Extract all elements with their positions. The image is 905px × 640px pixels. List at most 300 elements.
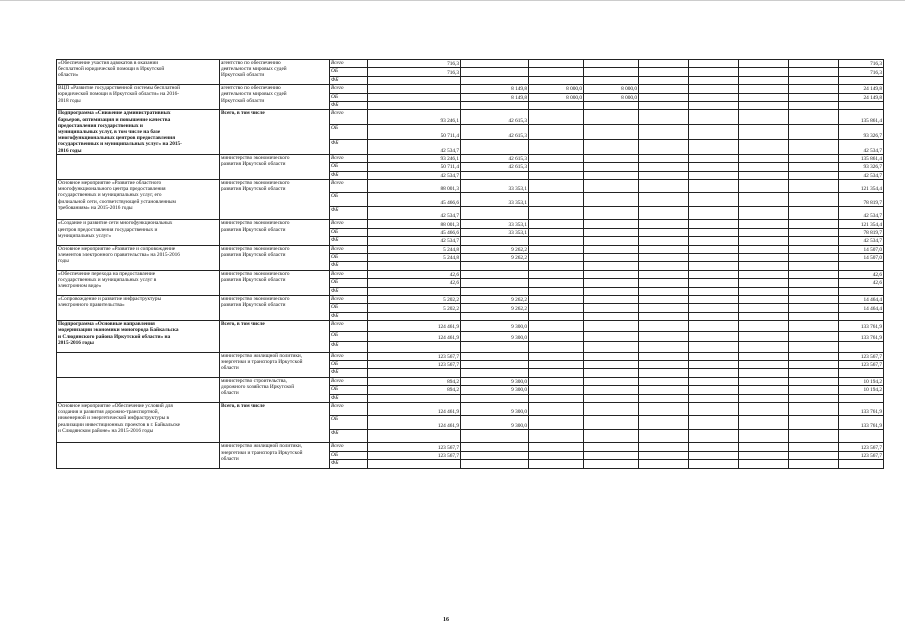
executor-line: энергетики и транспорта Иркутской [221,449,303,456]
amount-cell [584,416,639,430]
amount-cell [739,163,789,171]
amount-cell [461,237,529,245]
amount-cell [368,76,461,84]
amount-cell [584,110,639,125]
table-row [57,377,884,385]
amount-cell: 93 246,1 [368,154,461,162]
amount-cell [639,429,689,443]
amount-cell [789,245,839,253]
amount-cell [739,295,789,303]
amount-cell [789,304,839,312]
amount-cell [639,237,689,245]
total-cell: 133 761,9 [839,416,884,430]
amount-cell [689,179,739,193]
amount-cell [368,312,461,320]
funding-source-cell: ОБ [330,228,368,236]
executor-line: развития Иркутской области [221,276,286,283]
total-cell [839,342,884,353]
amount-cell [639,270,689,278]
amount-cell [689,93,739,101]
amount-cell [639,85,689,93]
total-cell: 93 326,7 [839,125,884,140]
section-name-line: 2016 годы [58,147,82,154]
amount-cell [739,68,789,76]
amount-cell [639,312,689,320]
amount-cell: 33 353,1 [461,220,529,228]
section-name-line: Подпрограмма «Основные направления [58,321,155,328]
section-name-line: центров предоставления государственных и [58,226,158,233]
amount-cell [689,369,739,377]
amount-cell: 42,6 [368,279,461,287]
amount-cell [789,85,839,93]
amount-cell: 45 466,6 [368,228,461,236]
amount-cell [529,304,584,312]
table-row [57,179,884,193]
amount-cell: 716,3 [368,60,461,68]
amount-cell [461,270,529,278]
amount-cell [739,179,789,193]
amount-cell [689,377,739,385]
amount-cell [461,262,529,270]
amount-cell [689,342,739,353]
amount-cell: 50 711,4 [368,125,461,140]
total-cell: 123 567,7 [839,352,884,360]
executor-cell [220,270,330,295]
executor-cell [220,154,330,179]
amount-cell [639,352,689,360]
section-name-cell [57,377,220,402]
amount-cell [789,193,839,207]
amount-cell [461,451,529,459]
section-name-cell [57,321,220,353]
amount-cell [739,377,789,385]
amount-cell [584,193,639,207]
section-name-line: инженерной и энергетической инфраструктуры в [58,415,170,422]
amount-cell [689,443,739,451]
amount-cell [529,193,584,207]
amount-cell [639,60,689,68]
amount-cell [529,163,584,171]
amount-cell [584,460,639,468]
funding-source-cell: ФБ [330,76,368,84]
amount-cell [689,76,739,84]
executor-line: агентство по обеспечению [221,85,281,92]
section-name-line: Основное мероприятие «Развитие областного [58,179,162,186]
amount-cell [789,377,839,385]
amount-cell [689,394,739,402]
section-name-line: «Создание и развитие сети многофункциональных [58,220,173,227]
executor-line: министерство экономического [221,154,290,161]
amount-cell [584,429,639,443]
amount-cell [529,321,584,332]
amount-cell [739,193,789,207]
amount-cell [789,262,839,270]
amount-cell [789,206,839,220]
amount-cell [789,163,839,171]
executor-line: агентство по обеспечению [221,60,281,66]
amount-cell [789,270,839,278]
section-name-line: Основное мероприятие «Развитие и сопровождение [58,245,176,252]
amount-cell [639,321,689,332]
executor-line: министерство строительства, [221,377,287,384]
amount-cell: 123 567,7 [368,361,461,369]
amount-cell: 50 711,4 [368,163,461,171]
section-name-cell [57,245,220,270]
amount-cell [584,443,639,451]
executor-line: министерство экономического [221,179,290,186]
amount-cell [689,237,739,245]
amount-cell: 124 461,9 [368,416,461,430]
amount-cell [689,304,739,312]
amount-cell [584,377,639,385]
total-cell: 121 354,4 [839,220,884,228]
amount-cell [789,68,839,76]
table-row [57,245,884,253]
amount-cell: 33 353,1 [461,179,529,193]
section-name-cell [57,402,220,443]
funding-source-cell: ОБ [330,304,368,312]
total-cell: 133 761,9 [839,331,884,342]
amount-cell [789,386,839,394]
total-cell: 93 326,7 [839,163,884,171]
total-cell: 121 354,4 [839,179,884,193]
amount-cell [529,386,584,394]
amount-cell [689,451,739,459]
total-cell: 14 507,0 [839,254,884,262]
amount-cell [529,369,584,377]
table-row [57,443,884,451]
amount-cell [739,304,789,312]
total-cell: 135 861,4 [839,154,884,162]
amount-cell [689,295,739,303]
amount-cell [639,68,689,76]
section-name-line: модернизации экономики моногорода Байкальска [58,327,179,334]
amount-cell [461,361,529,369]
funding-source-cell: ОБ [330,279,368,287]
amount-cell: 45 466,6 [368,193,461,207]
amount-cell: 123 567,7 [368,451,461,459]
amount-cell [689,352,739,360]
funding-source-cell: Всего [330,220,368,228]
executor-line: области [221,455,239,462]
total-cell: 133 761,9 [839,402,884,416]
executor-cell [220,402,330,443]
total-cell [839,262,884,270]
amount-cell [584,451,639,459]
amount-cell: 8 000,0 [529,93,584,101]
amount-cell [789,139,839,154]
amount-cell [739,312,789,320]
funding-source-cell: Всего [330,154,368,162]
amount-cell [584,60,639,68]
funding-source-cell: ОБ [330,125,368,140]
section-name-line: муниципальных услуг» [58,232,112,239]
amount-cell [529,262,584,270]
total-cell: 24 149,8 [839,93,884,101]
amount-cell [689,60,739,68]
section-name-line: электронном виде» [58,283,102,290]
amount-cell [639,101,689,109]
total-cell: 716,3 [839,60,884,68]
amount-cell [584,394,639,402]
amount-cell [739,60,789,68]
section-name-line: государственных и муниципальных услуг, его [58,192,162,199]
amount-cell [789,451,839,459]
amount-cell [739,76,789,84]
section-name-cell [57,270,220,295]
amount-cell [689,331,739,342]
funding-source-cell: Всего [330,402,368,416]
amount-cell [739,154,789,162]
amount-cell [368,460,461,468]
amount-cell: 123 567,7 [368,443,461,451]
table-row [57,295,884,303]
amount-cell [639,331,689,342]
amount-cell [584,312,639,320]
amount-cell [584,125,639,140]
funding-source-cell: Всего [330,60,368,68]
total-cell: 42 534,7 [839,139,884,154]
amount-cell: 42 615,3 [461,110,529,125]
total-cell [839,460,884,468]
amount-cell [639,361,689,369]
amount-cell [461,342,529,353]
amount-cell [584,402,639,416]
total-cell: 14 464,4 [839,295,884,303]
amount-cell [739,321,789,332]
executor-cell [220,321,330,353]
amount-cell [584,154,639,162]
amount-cell [461,287,529,295]
amount-cell [529,361,584,369]
funding-source-cell: Всего [330,270,368,278]
amount-cell [584,179,639,193]
total-cell: 10 194,2 [839,386,884,394]
amount-cell: 9 300,0 [461,377,529,385]
amount-cell: 33 353,1 [461,228,529,236]
executor-line: министерство экономического [221,270,290,277]
total-cell: 14 464,4 [839,304,884,312]
amount-cell [584,245,639,253]
amount-cell [639,342,689,353]
amount-cell [529,101,584,109]
section-name-line: Подпрограмма «Снижение административных [58,110,171,117]
executor-cell [220,85,330,110]
amount-cell [529,76,584,84]
amount-cell [529,125,584,140]
section-name-line: «Обеспечение участия адвокатов в оказании [58,60,159,66]
amount-cell: 42,6 [368,270,461,278]
amount-cell [739,279,789,287]
funding-source-cell: ОБ [330,361,368,369]
total-cell: 42,6 [839,279,884,287]
amount-cell [739,416,789,430]
amount-cell [639,163,689,171]
executor-line: министерство жилищной политики, [221,443,303,450]
amount-cell [639,139,689,154]
amount-cell [529,331,584,342]
executor-line: развития Иркутской области [221,226,286,233]
amount-cell [739,270,789,278]
funding-source-cell: ФБ [330,429,368,443]
amount-cell: 9 300,0 [461,321,529,332]
amount-cell [639,304,689,312]
amount-cell [529,352,584,360]
executor-cell [220,110,330,154]
amount-cell [689,163,739,171]
total-cell: 123 567,7 [839,443,884,451]
amount-cell [739,460,789,468]
amount-cell [789,352,839,360]
amount-cell [739,369,789,377]
amount-cell [739,220,789,228]
amount-cell [368,101,461,109]
amount-cell [789,369,839,377]
amount-cell [689,154,739,162]
amount-cell [789,60,839,68]
amount-cell [739,361,789,369]
amount-cell [639,287,689,295]
amount-cell [739,429,789,443]
executor-line: области [221,365,239,372]
amount-cell [739,386,789,394]
amount-cell [529,228,584,236]
amount-cell [789,93,839,101]
section-name-line: многофункциональных центров предоставления [58,135,176,142]
amount-cell [529,342,584,353]
section-name-cell [57,110,220,154]
amount-cell [639,460,689,468]
section-name-line: реализации инвестиционных проектов в г. Байкальске [58,421,180,428]
table-row [57,60,884,68]
amount-cell [689,416,739,430]
section-name-line: требованиям» на 2015-2016 годы [58,204,133,211]
table-row [57,85,884,93]
amount-cell [739,451,789,459]
funding-source-cell: ФБ [330,262,368,270]
amount-cell: 88 001,3 [368,179,461,193]
funding-source-cell: ФБ [330,369,368,377]
amount-cell [639,402,689,416]
amount-cell [639,451,689,459]
amount-cell [639,377,689,385]
amount-cell [739,287,789,295]
executor-line: развития Иркутской области [221,160,286,167]
amount-cell [789,228,839,236]
amount-cell [639,179,689,193]
amount-cell [639,369,689,377]
amount-cell [461,394,529,402]
table-row [57,352,884,360]
total-cell: 42 534,7 [839,237,884,245]
funding-source-cell: ФБ [330,342,368,353]
total-cell [839,101,884,109]
page-number: 16 [443,617,449,623]
amount-cell [584,331,639,342]
total-cell: 123 567,7 [839,361,884,369]
amount-cell [461,312,529,320]
section-name-line: области» [58,72,79,79]
amount-cell [639,386,689,394]
funding-source-cell: ОБ [330,451,368,459]
executor-line: Иркутской области [221,97,265,104]
amount-cell [639,76,689,84]
amount-cell [529,60,584,68]
section-name-cell [57,179,220,220]
amount-cell [689,386,739,394]
executor-line: энергетики и транспорта Иркутской [221,358,303,365]
amount-cell [584,237,639,245]
amount-cell [529,179,584,193]
funding-source-cell: Всего [330,245,368,253]
amount-cell [529,220,584,228]
amount-cell [584,295,639,303]
section-name-line: муниципальных услуг, в том числе на базе [58,128,161,135]
amount-cell [461,352,529,360]
amount-cell [584,68,639,76]
amount-cell [739,402,789,416]
section-name-line: «Обеспечение перехода на предоставление [58,270,156,277]
amount-cell [639,154,689,162]
amount-cell [584,321,639,332]
amount-cell [639,279,689,287]
amount-cell [639,254,689,262]
amount-cell [461,279,529,287]
amount-cell [639,443,689,451]
amount-cell [584,101,639,109]
amount-cell [461,171,529,179]
amount-cell: 894,2 [368,386,461,394]
amount-cell [689,85,739,93]
funding-source-cell: Всего [330,443,368,451]
total-cell: 10 194,2 [839,377,884,385]
table-row [57,154,884,162]
amount-cell [739,139,789,154]
amount-cell [639,171,689,179]
funding-source-cell: Всего [330,85,368,93]
executor-line: дорожного хозяйства Иркутской [221,384,295,390]
table-row [57,220,884,228]
amount-cell [639,262,689,270]
total-cell [839,76,884,84]
amount-cell [584,171,639,179]
amount-cell [529,451,584,459]
executor-line: министерство экономического [221,220,290,227]
funding-source-cell: ОБ [330,254,368,262]
section-name-line: предоставления государственных и [58,122,143,129]
amount-cell [639,295,689,303]
section-name-line: 2015-2016 годы [58,339,94,346]
amount-cell [789,429,839,443]
amount-cell [689,279,739,287]
amount-cell [368,262,461,270]
section-name-line: Основное мероприятие «Обеспечение условий для [58,402,173,409]
amount-cell [529,68,584,76]
amount-cell [529,154,584,162]
amount-cell [689,262,739,270]
funding-source-cell: ОБ [330,416,368,430]
executor-line: области [221,390,239,397]
amount-cell [689,402,739,416]
amount-cell [584,369,639,377]
executor-cell [220,245,330,270]
funding-source-cell: ОБ [330,193,368,207]
amount-cell [789,254,839,262]
total-cell: 123 567,7 [839,451,884,459]
total-cell [839,429,884,443]
executor-cell [220,220,330,245]
funding-source-cell: Всего [330,377,368,385]
